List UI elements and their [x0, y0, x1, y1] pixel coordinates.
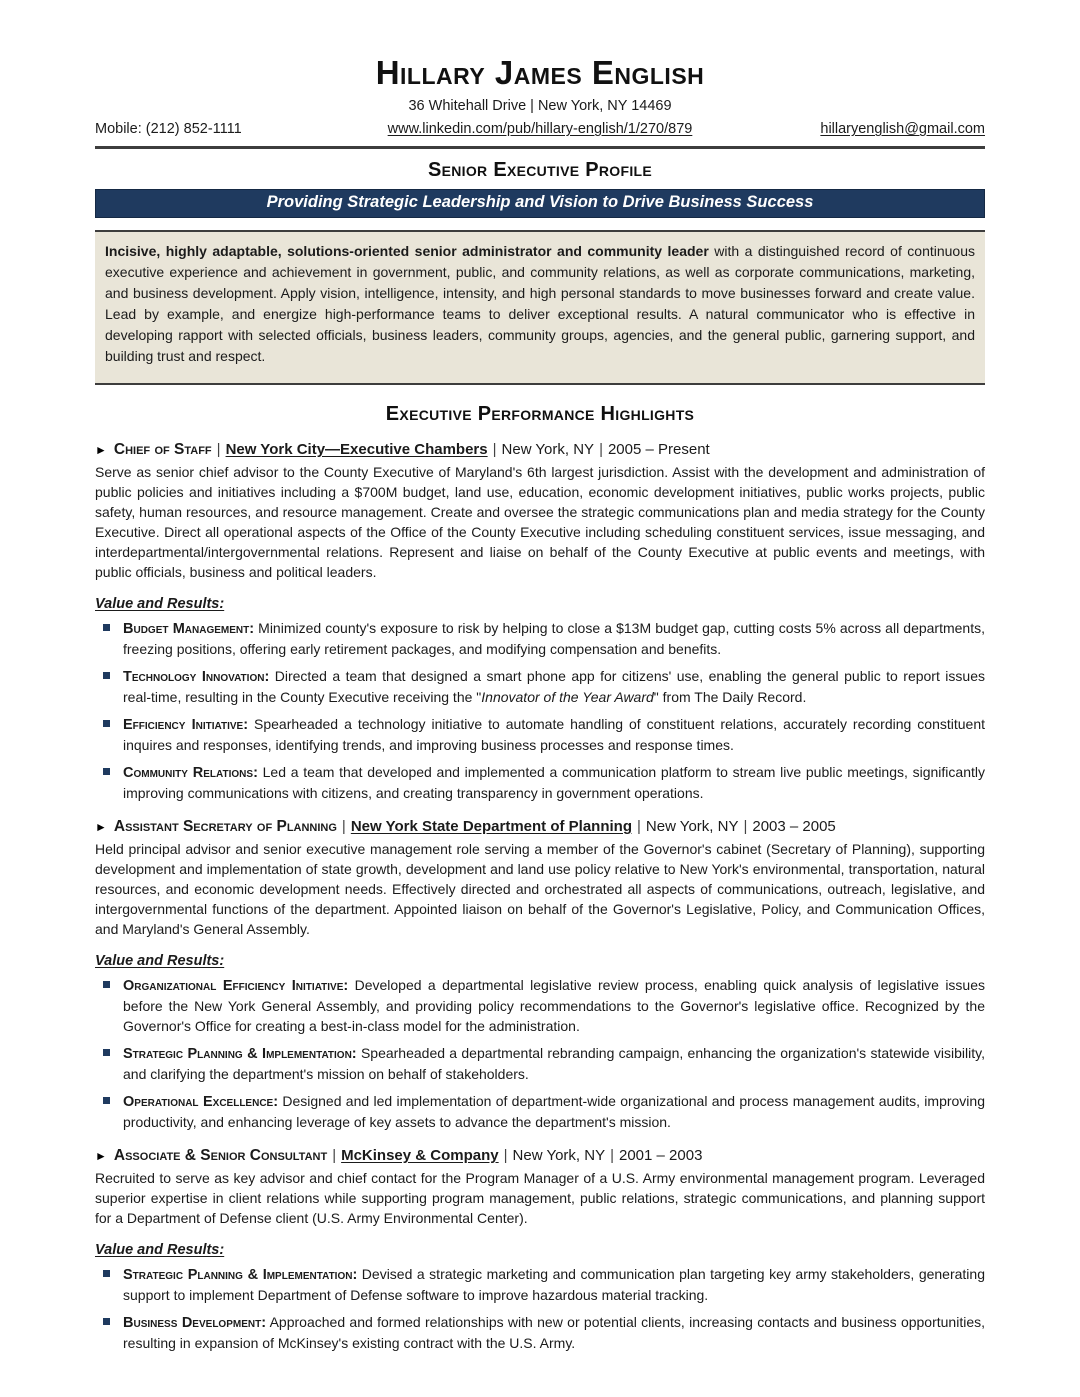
triangle-marker-icon: ► — [95, 1149, 107, 1163]
triangle-marker-icon: ► — [95, 820, 107, 834]
pipe-separator: | — [332, 1147, 337, 1164]
job-section-consultant — [95, 1147, 985, 1353]
header-divider — [95, 146, 985, 149]
email-link[interactable]: hillaryenglish@gmail.com — [820, 121, 985, 137]
job-header — [95, 1147, 985, 1165]
linkedin-link[interactable]: www.linkedin.com/pub/hillary-english/1/270/879 — [387, 121, 693, 137]
summary-lead: Incisive, highly adaptable, solutions-oriented senior administrator and community leader — [105, 243, 709, 259]
square-bullet-icon — [103, 624, 110, 631]
list-item — [95, 714, 985, 755]
award-name-italic: Innovator of the Year Award — [481, 689, 654, 705]
contact-row — [95, 121, 985, 137]
bullet-list — [95, 618, 985, 803]
list-item — [95, 618, 985, 659]
pipe-separator: | — [743, 818, 748, 835]
bullet-label: Community Relations: — [123, 765, 258, 781]
job-dates: 2005 – Present — [607, 441, 710, 458]
job-description: Recruited to serve as key advisor and chief contact for the Program Manager of a U.S. Army environmental management program. Leveraged superior expertise in client relations while supporting program management, public relations, strategic communications, and planning support for a Department of Defense client (U.S. Army Environmental Center). — [95, 1170, 985, 1226]
job-location: New York, NY — [501, 441, 595, 458]
square-bullet-icon — [103, 1318, 110, 1325]
bullet-label: Budget Management: — [123, 621, 255, 637]
job-header — [95, 818, 985, 836]
bullet-text: " from The Daily Record. — [653, 689, 807, 705]
list-item — [95, 1043, 985, 1084]
square-bullet-icon — [103, 1270, 110, 1277]
bullet-text: Spearheaded a technology initiative to automate handling of constituent relations, accurately recording constituent inquires and responses, identifying trends, and improving business processes and response times. — [123, 716, 985, 753]
job-title: Associate & Senior Consultant — [113, 1147, 328, 1164]
pipe-separator: | — [637, 818, 641, 835]
bullet-text: Approached and formed relationships with new or potential clients, increasing contacts and business opportunities, resulting in expansion of McKinsey's existing contract with the U.S. Army. — [123, 1314, 985, 1351]
job-title: Chief of Staff — [113, 441, 212, 458]
job-dates: 2001 – 2003 — [619, 1147, 703, 1164]
job-header — [95, 441, 985, 459]
bullet-text: Led a team that developed and implemented a communication platform to stream live public meetings, significantly improving communications with citizens, and creating transparency in government operations. — [123, 764, 985, 801]
job-section-chief-of-staff — [95, 441, 985, 803]
pipe-separator: | — [341, 818, 346, 835]
tagline-banner: Providing Strategic Leadership and Vision to Drive Business Success — [95, 189, 985, 218]
pipe-separator: | — [599, 441, 603, 458]
bullet-label: Organizational Efficiency Initiative: — [123, 978, 349, 994]
job-section-assistant-secretary — [95, 818, 985, 1132]
bullet-label: Strategic Planning & Implementation: — [123, 1046, 357, 1062]
list-item — [95, 1091, 985, 1132]
summary-box — [95, 230, 985, 385]
bullet-text: Devised a strategic marketing and communication plan targeting key army stakeholders, generating support to implement Department of Defense software to improve hazardous material tracking. — [123, 1266, 985, 1303]
pipe-separator: | — [503, 1147, 508, 1164]
job-dates: 2003 – 2005 — [752, 818, 836, 835]
summary-text: with a distinguished record of continuous executive experience and achievement in government, public, and community relations, as well as corporate communications, marketing, and business development. Apply vision, intelligence, intensity, and high personal standards to move businesses forward and create value. Lead by example, and energize high-performance teams to deliver exceptional results. A natural communicator who is effective in developing rapport with selected officials, business leaders, community groups, agencies, and the general public, garnering support, and building trust and respect. — [105, 243, 976, 364]
job-description: Held principal advisor and senior executive management role serving a member of the Governor's cabinet (Secretary of Planning), supporting development and implementation of state growth, development and land use policy relative to New York's environmental, transportation, natural resources, and economic development needs. Effectively directed and orchestrated all aspects of communications, outreach, legislative, and intergovernmental functions of the department. Appointed liaison on behalf of the Governor's Legislative, Policy, and Communication Offices, and Maryland's General Assembly. — [95, 841, 985, 937]
value-results-heading: Value and Results: — [95, 596, 225, 612]
list-item — [95, 666, 985, 707]
square-bullet-icon — [103, 1049, 110, 1056]
value-results-heading: Value and Results: — [95, 1242, 225, 1258]
list-item — [95, 1312, 985, 1353]
square-bullet-icon — [103, 720, 110, 727]
square-bullet-icon — [103, 672, 110, 679]
square-bullet-icon — [103, 1097, 110, 1104]
pipe-separator: | — [610, 1147, 614, 1164]
bullet-label: Strategic Planning & Implementation: — [123, 1267, 358, 1283]
bullet-label: Technology Innovation: — [123, 669, 270, 685]
bullet-text: Directed a team that designed a smart phone app for citizens' use, enabling the general public to report issues real-time, resulting in the County Executive receiving the " — [123, 668, 985, 705]
list-item — [95, 975, 985, 1036]
job-title: Assistant Secretary of Planning — [113, 818, 337, 835]
bullet-text: Designed and led implementation of department-wide organizational and process management audits, improving productivity, and enhancing leverage of key assets to advance the department's mission. — [123, 1093, 985, 1130]
job-company: McKinsey & Company — [341, 1147, 499, 1164]
bullet-label: Operational Excellence: — [123, 1094, 279, 1110]
square-bullet-icon — [103, 981, 110, 988]
highlights-heading: Executive Performance Highlights — [385, 403, 695, 425]
bullet-text: Spearheaded a departmental rebranding campaign, enhancing the organization's statewide visibility, and clarifying the department's mission on behalf of stakeholders. — [123, 1045, 985, 1082]
bullet-list — [95, 975, 985, 1132]
job-location: New York, NY — [645, 818, 739, 835]
address-line: 36 Whitehall Drive | New York, NY 14469 — [408, 98, 672, 114]
bullet-text: Developed a departmental legislative review process, enabling quick analysis of legislative issues before the New York General Assembly, and providing policy recommendations to the Governor's legislative office. Recognized by the Governor's Office for creating a best-in-class model for the administration. — [123, 977, 985, 1034]
phone-number: Mobile: (212) 852-1111 — [95, 121, 242, 137]
pipe-separator: | — [216, 441, 221, 458]
bullet-label: Efficiency Initiative: — [123, 717, 249, 733]
job-description: Serve as senior chief advisor to the County Executive of Maryland's 6th largest jurisdiction. Assist with the development and administration of public policies and initiatives including a $700M budget, land use, education, economic development initiatives, public works projects, public safety, human resources, and resource management. Create and oversee the strategic communications plan and media strategy for the County Executive. Direct all operational aspects of the Office of the County Executive including scheduling constituent services, issue messaging, and interdepartmental/intergovernmental relations. Represent and liaise on behalf of the County Executive at public events and meetings, with public officials, business and political leaders. — [95, 464, 985, 580]
bullet-label: Business Development: — [123, 1315, 267, 1331]
job-location: New York, NY — [512, 1147, 606, 1164]
pipe-separator: | — [492, 441, 497, 458]
bullet-list — [95, 1264, 985, 1353]
square-bullet-icon — [103, 768, 110, 775]
value-results-heading: Value and Results: — [95, 953, 225, 969]
person-name: Hillary James English — [375, 54, 705, 91]
list-item — [95, 762, 985, 803]
triangle-marker-icon: ► — [95, 443, 107, 457]
profile-heading: Senior Executive Profile — [427, 159, 652, 181]
bullet-text: Minimized county's exposure to risk by helping to close a $13M budget gap, cutting costs 5% across all departments, freezing positions, offering early retirement packages, and modifying compensation and benefits. — [123, 620, 985, 657]
list-item — [95, 1264, 985, 1305]
job-company: New York City—Executive Chambers — [225, 441, 488, 458]
job-company: New York State Department of Planning — [350, 818, 632, 835]
